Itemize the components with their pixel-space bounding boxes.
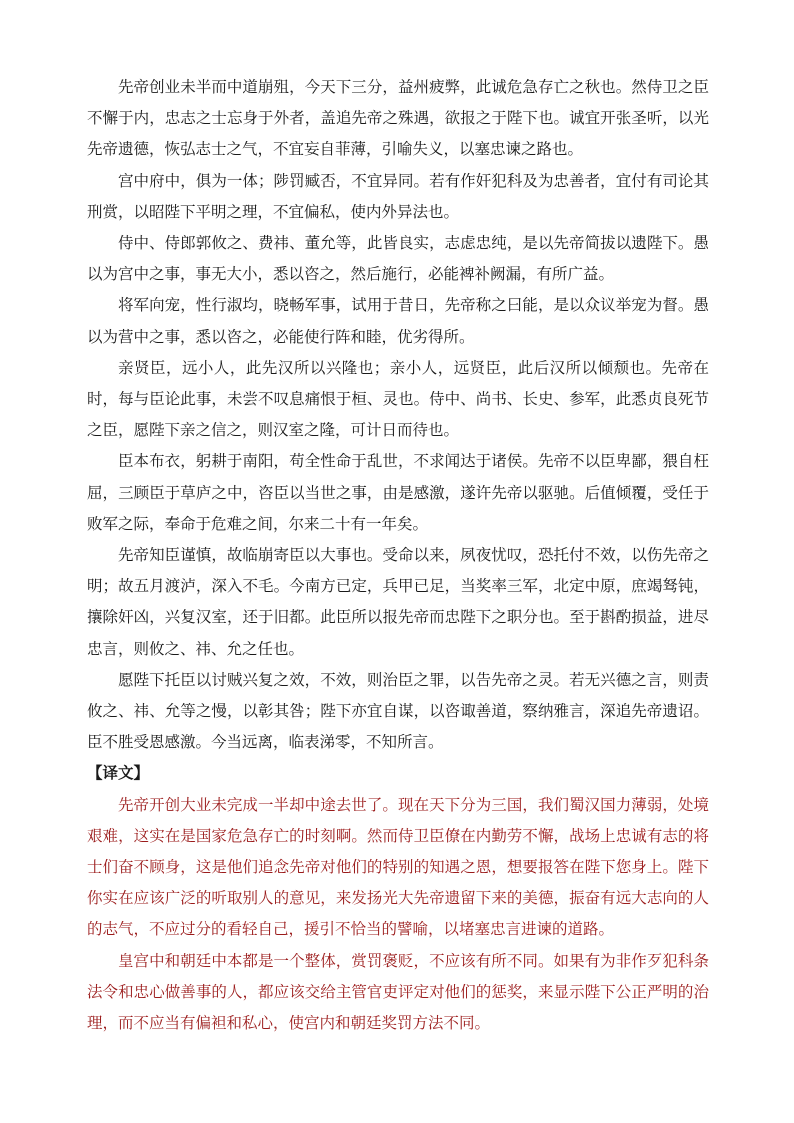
original-paragraph-6: 臣本布衣，躬耕于南阳，苟全性命于乱世，不求闻达于诸侯。先帝不以臣卑鄙，猥自枉屈，三顾臣于草庐之中，咨臣以当世之事，由是感激，遂许先帝以驱驰。后值倾覆，受任于败军之际，奉命于危难之间，尔来二十有一年矣。 xyxy=(87,452,709,533)
original-paragraph-2: 宫中府中，俱为一体；陟罚臧否，不宜异同。若有作奸犯科及为忠善者，宜付有司论其刑赏，以昭陛下平明之理，不宜偏私，使内外异法也。 xyxy=(87,171,709,221)
original-paragraph-3: 侍中、侍郎郭攸之、费祎、董允等，此皆良实，志虑忠纯，是以先帝简拔以遗陛下。愚以为宫中之事，事无大小，悉以咨之，然后施行，必能裨补阙漏，有所广益。 xyxy=(87,234,709,284)
original-paragraph-5: 亲贤臣，远小人，此先汉所以兴隆也；亲小人，远贤臣，此后汉所以倾颓也。先帝在时，每与臣论此事，未尝不叹息痛恨于桓、灵也。侍中、尚书、长史、参军，此悉贞良死节之臣，愿陛下亲之信之，则汉室之隆，可计日而待也。 xyxy=(87,358,709,440)
original-text xyxy=(87,72,709,758)
original-paragraph-7: 先帝知臣谨慎，故临崩寄臣以大事也。受命以来，夙夜忧叹，恐托付不效，以伤先帝之明；故五月渡泸，深入不毛。今南方已定，兵甲已足，当奖率三军，北定中原，庶竭驽钝，攘除奸凶，兴复汉室，还于旧都。此臣所以报先帝而忠陛下之职分也。至于斟酌损益，进尽忠言，则攸之、祎、允之任也。 xyxy=(87,546,709,658)
translation-heading: 【译文】 xyxy=(87,764,150,783)
translation-paragraph-2: 皇宫中和朝廷中本都是一个整体，赏罚褒贬，不应该有所不同。如果有为非作歹犯科条法令和忠心做善事的人，都应该交给主管官吏评定对他们的惩奖，来显示陛下公正严明的治理，而不应当有偏袒和私心，使宫内和朝廷奖罚方法不同。 xyxy=(87,951,709,1033)
original-paragraph-4: 将军向宠，性行淑均，晓畅军事，试用于昔日，先帝称之曰能，是以众议举宠为督。愚以为营中之事，悉以咨之，必能使行阵和睦，优劣得所。 xyxy=(87,296,709,346)
translation-section xyxy=(87,758,709,1039)
translation-paragraph-1: 先帝开创大业未完成一半却中途去世了。现在天下分为三国，我们蜀汉国力薄弱，处境艰难，这实在是国家危急存亡的时刻啊。然而侍卫臣僚在内勤劳不懈，战场上忠诚有志的将士们奋不顾身，这是他们追念先帝对他们的特别的知遇之恩，想要报答在陛下您身上。陛下你实在应该广泛的听取别人的意见，来发扬光大先帝遗留下来的美德，振奋有远大志向的人的志气，不应过分的看轻自己，援引不恰当的譬喻，以堵塞忠言进谏的道路。 xyxy=(87,795,709,939)
original-paragraph-8: 愿陛下托臣以讨贼兴复之效，不效，则治臣之罪，以告先帝之灵。若无兴德之言，则责攸之、祎、允等之慢，以彰其咎；陛下亦宜自谋，以咨诹善道，察纳雅言，深追先帝遗诏。臣不胜受恩感激。今当远离，临表涕零，不知所言。 xyxy=(87,670,709,752)
original-paragraph-1: 先帝创业未半而中道崩殂，今天下三分，益州疲弊，此诚危急存亡之秋也。然侍卫之臣不懈于内，忠志之士忘身于外者，盖追先帝之殊遇，欲报之于陛下也。诚宜开张圣听，以光先帝遗德，恢弘志士之气，不宜妄自菲薄，引喻失义，以塞忠谏之路也。 xyxy=(87,78,709,159)
